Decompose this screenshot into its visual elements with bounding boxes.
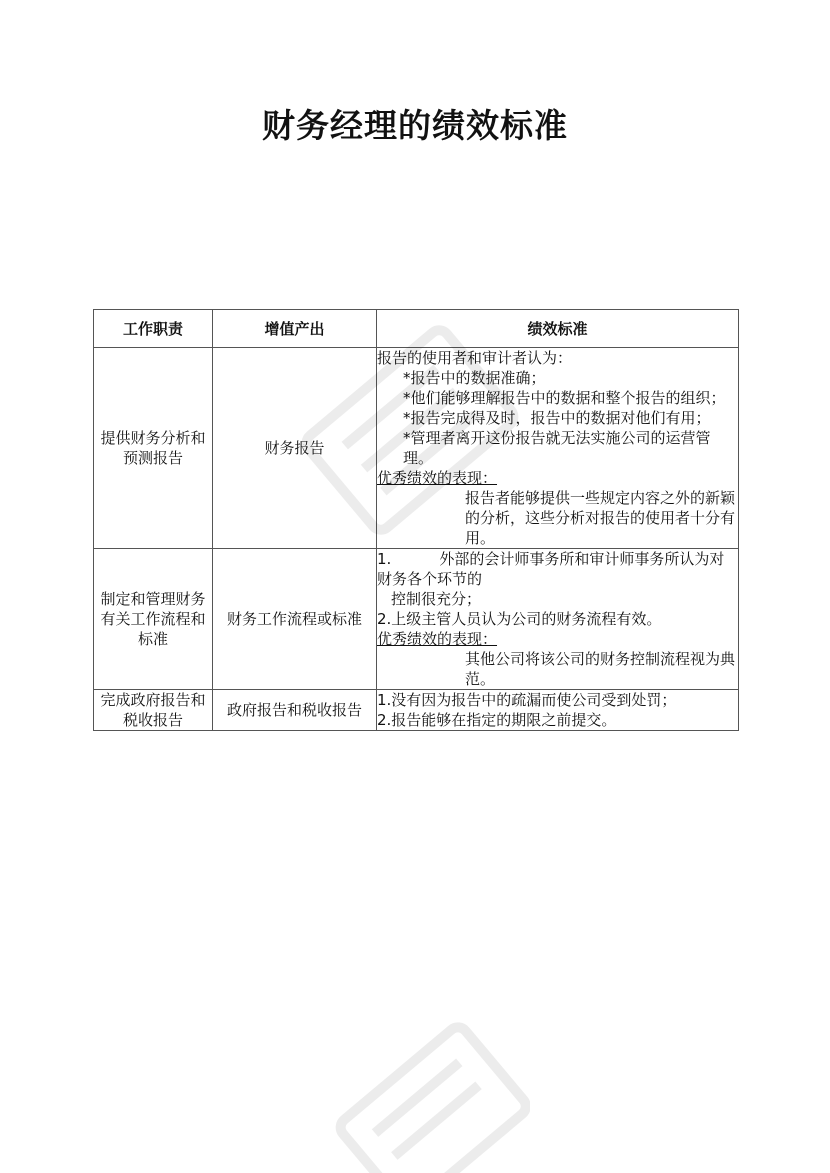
- table-header-row: [94, 310, 739, 348]
- performance-table: [93, 309, 739, 731]
- row1-excellent-label: 优秀绩效的表现：: [377, 469, 498, 487]
- row1-item: *他们能够理解报告中的数据和整个报告的组织；: [403, 389, 726, 407]
- header-output: 增值产出: [213, 310, 377, 348]
- row2-item1-cont: 控制很充分；: [391, 590, 482, 608]
- header-duty: 工作职责: [94, 310, 213, 348]
- row2-excellent-text: 其他公司将该公司的财务控制流程视为典范。: [465, 650, 736, 688]
- table-row: [94, 549, 739, 690]
- row1-duty: 提供财务分析和预测报告: [94, 348, 213, 549]
- page-title: 财务经理的绩效标准: [262, 106, 568, 145]
- row1-standard: [377, 348, 739, 549]
- row3-item2: 2.报告能够在指定的期限之前提交。: [377, 711, 617, 729]
- row3-standard: [377, 690, 739, 731]
- header-standard: 绩效标准: [377, 310, 739, 348]
- row3-item1: 1.没有因为报告中的疏漏而使公司受到处罚；: [377, 691, 677, 709]
- row1-excellent-text: 报告者能够提供一些规定内容之外的新颖的分析，这些分析对报告的使用者十分有用。: [465, 489, 736, 547]
- row2-item2: 2.上级主管人员认为公司的财务流程有效。: [377, 610, 662, 628]
- row2-duty: 制定和管理财务有关工作流程和标准: [94, 549, 213, 690]
- row2-standard: [377, 549, 739, 690]
- table-row: [94, 690, 739, 731]
- row1-item: *管理者离开这份报告就无法实施公司的运营管理。: [403, 429, 711, 467]
- row1-item: *报告中的数据准确；: [403, 369, 546, 387]
- watermark-stamp-icon: [330, 1013, 530, 1173]
- row2-output: 财务工作流程或标准: [213, 549, 377, 690]
- row1-item: *报告完成得及时，报告中的数据对他们有用；: [403, 409, 711, 427]
- row2-excellent-label: 优秀绩效的表现：: [377, 630, 498, 648]
- row1-intro: 报告的使用者和审计者认为：: [377, 349, 573, 367]
- row1-output: 财务报告: [213, 348, 377, 549]
- row2-item1-number: 1.: [377, 550, 392, 568]
- row2-item1: [377, 549, 738, 589]
- row2-item1-text: 外部的会计师事务所和审计师事务所认为对财务各个环节的: [377, 550, 725, 588]
- row3-output: 政府报告和税收报告: [213, 690, 377, 731]
- row3-duty: 完成政府报告和税收报告: [94, 690, 213, 731]
- table-row: [94, 348, 739, 549]
